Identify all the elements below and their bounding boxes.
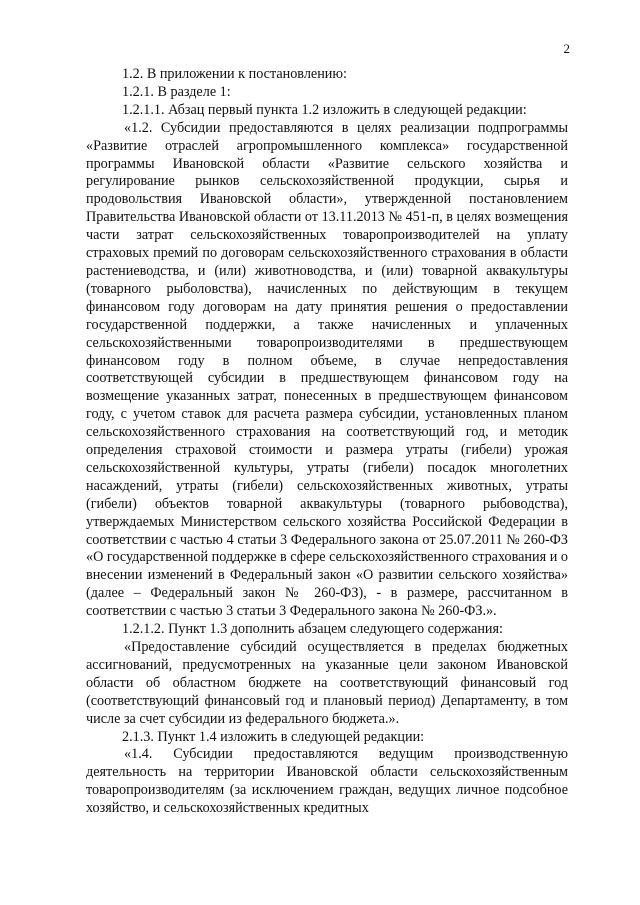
paragraph-section-2-1-3: 2.1.3. Пункт 1.4 изложить в следующей редакции: [122, 728, 425, 745]
paragraph-section-1-2-1-2: 1.2.1.2. Пункт 1.3 дополнить абзацем следующего содержания: [122, 621, 503, 638]
paragraph-section-1-2-1: 1.2.1. В разделе 1: [122, 83, 231, 100]
paragraph-quote-subsidies: «Предоставление субсидий осуществляется в пределах бюджетных ассигнований, предусмотренных на указанные цели законом Ивановской области об областном бюджете на соответствующий финансовый год (соответствующий финансовый год и плановый период) Департаменту, в том числе за счет субсидии из федерального бюджета.». [86, 639, 568, 727]
page-number: 2 [563, 41, 570, 56]
paragraph-section-1-2: 1.2. В приложении к постановлению: [122, 66, 347, 82]
paragraph-quote-1-2: «1.2. Субсидии предоставляются в целях реализации подпрограммы «Развитие отраслей агропромышленного комплекса» государственной программы Ивановской области «Развитие сельского хозяйства и регулирование рынков сельскохозяйственной продукции, сырья и продовольствия Ивановской области», утвержденной постановлением Правительства Ивановской области от 13.11.2013 № 451-п, в целях возмещения части затрат сельскохозяйственных товаропроизводителей на уплату страховых премий по договорам сельскохозяйственного страхования в области растениеводства, и (или) животноводства, и (или) товарной аквакультуры (товарного рыболовства), начисленных по действующим в текущем финансовом году договорам на дату принятия решения о предоставлении государственной поддержки, а также начисленных и уплаченных сельскохозяйственными товаропроизводителями в предшествующем финансовом году в полном объеме, в случае непредоставления соответствующей субсидии в предшествующем финансовом году на возмещение указанных затрат, понесенных в предшествующем финансовом году, с учетом ставок для расчета размера субсидии, установленных планом сельскохозяйственного страхования на соответствующий год, и методик определения страховой стоимости и размера утраты (гибели) урожая сельскохозяйственной культуры, утраты (гибели) посадок многолетних насаждений, утраты (гибели) сельскохозяйственных животных, утраты (гибели) объектов товарной аквакультуры (товарного рыбоводства), утверждаемых Министерством сельского хозяйства Российской Федерации в соответствии с частью 4 статьи 3 Федерального закона от 25.07.2011 № 260-ФЗ «О государственной поддержке в сфере сельскохозяйственного страхования и о внесении изменений в Федеральный закон «О развитии сельского хозяйства» (далее – Федеральный закон № 260-ФЗ), - в размере, рассчитанном в соответствии с частью 3 статьи 3 Федерального закона № 260-ФЗ.». [86, 119, 568, 620]
document-body [86, 66, 568, 818]
paragraph-section-1-2-1-1: 1.2.1.1. Абзац первый пункта 1.2 изложить в следующей редакции: [122, 101, 527, 118]
paragraph-quote-1-4: «1.4. Субсидии предоставляются ведущим производственную деятельность на территории Ивановской области сельскохозяйственным товаропроизводителям (за исключением граждан, ведущих личное подсобное хозяйство, и сельскохозяйственных кредитных [86, 746, 568, 817]
